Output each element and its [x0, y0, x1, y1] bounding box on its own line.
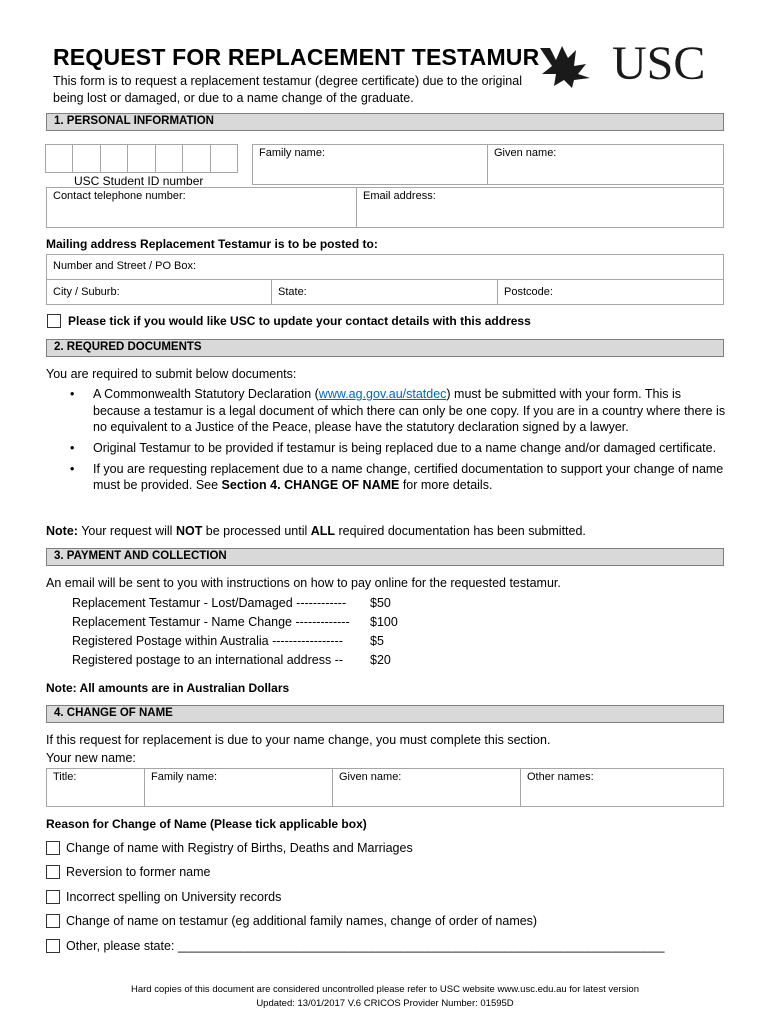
change-name-intro: If this request for replacement is due to your name change, you must complete this section. [46, 733, 551, 747]
section-2-heading: 2. REQURED DOCUMENTS [46, 339, 724, 357]
family-name-label: Family name: [259, 147, 326, 159]
update-details-row [47, 314, 531, 328]
city-label: City / Suburb: [53, 286, 120, 298]
title-label: Title: [53, 771, 77, 783]
given-name-field[interactable] [487, 144, 724, 185]
reason-option-registry[interactable]: Change of name with Registry of Births, Deaths and Marriages [46, 841, 413, 855]
new-family-name-label: Family name: [151, 771, 218, 783]
reason-checkbox[interactable] [46, 939, 60, 953]
student-id-label: USC Student ID number [74, 174, 204, 188]
documents-note: Note: Your request will NOT be processed until ALL required documentation has been submitted. [46, 524, 586, 538]
form-intro: This form is to request a replacement testamur (degree certificate) due to the original being lost or damaged, or due to a name change of the graduate. [53, 74, 522, 105]
id-digit-cell[interactable] [45, 144, 73, 173]
title-field[interactable] [46, 768, 145, 807]
footer-line-1: Hard copies of this document are considered uncontrolled please refer to USC website www.usc.edu.au for latest version [131, 984, 639, 995]
section-4-heading: 4. CHANGE OF NAME [46, 705, 724, 723]
id-digit-cell[interactable] [127, 144, 155, 173]
footer-line-2: Updated: 13/01/2017 V.6 CRICOS Provider Number: 01595D [256, 998, 514, 1009]
email-field[interactable] [356, 187, 724, 228]
list-item: • Original Testamur to be provided if testamur is being replaced due to a name change and/or damaged certificate. [70, 440, 717, 455]
new-family-name-field[interactable] [144, 768, 333, 807]
update-details-label: Please tick if you would like USC to update your contact details with this address [68, 314, 531, 328]
fee-row: Replacement Testamur - Lost/Damaged ------------ $50 [72, 596, 391, 610]
postcode-field[interactable] [497, 279, 724, 305]
reason-checkbox[interactable] [46, 914, 60, 928]
id-digit-cell[interactable] [100, 144, 128, 173]
city-field[interactable] [46, 279, 272, 305]
reason-option-spelling[interactable]: Incorrect spelling on University records [46, 890, 281, 904]
section-1-heading: 1. PERSONAL INFORMATION [46, 113, 724, 131]
fee-row: Replacement Testamur - Name Change ------------- $100 [72, 615, 398, 629]
fee-row: Registered postage to an international address -- $20 [72, 653, 391, 667]
reason-checkbox[interactable] [46, 865, 60, 879]
street-field[interactable] [46, 254, 724, 280]
statdec-link[interactable]: www.ag.gov.au/statdec [318, 387, 447, 401]
usc-leaf-icon [538, 44, 608, 88]
phone-label: Contact telephone number: [53, 190, 186, 202]
section-3-heading: 3. PAYMENT AND COLLECTION [46, 548, 724, 566]
reason-option-testamur[interactable]: Change of name on testamur (eg additional family names, change of order of names) [46, 914, 537, 928]
reason-checkbox[interactable] [46, 841, 60, 855]
update-details-checkbox[interactable] [47, 314, 61, 328]
new-given-name-label: Given name: [339, 771, 402, 783]
phone-field[interactable] [46, 187, 357, 228]
reason-heading: Reason for Change of Name (Please tick applicable box) [46, 817, 367, 831]
new-name-label: Your new name: [46, 751, 136, 765]
id-digit-cell[interactable] [210, 144, 238, 173]
list-item: • If you are requesting replacement due to a name change, certified documentation to support your change of name must be provided. See Section 4. CHANGE OF NAME for more details. [70, 461, 724, 492]
currency-note: Note: All amounts are in Australian Dollars [46, 681, 290, 695]
reason-option-reversion[interactable]: Reversion to former name [46, 865, 211, 879]
mailing-address-heading: Mailing address Replacement Testamur is to be posted to: [46, 237, 378, 251]
postcode-label: Postcode: [504, 286, 553, 298]
family-name-field[interactable] [252, 144, 488, 185]
state-label: State: [278, 286, 307, 298]
email-label: Email address: [363, 190, 436, 202]
fee-row: Registered Postage within Australia ----------------- $5 [72, 634, 384, 648]
id-digit-cell[interactable] [155, 144, 183, 173]
id-digit-cell[interactable] [72, 144, 100, 173]
fee-list [72, 594, 398, 670]
id-digit-cell[interactable] [182, 144, 210, 173]
other-names-label: Other names: [527, 771, 594, 783]
other-names-field[interactable] [520, 768, 724, 807]
list-item: • A Commonwealth Statutory Declaration (www.ag.gov.au/statdec) must be submitted with your form. This is because a testamur is a legal document of which there can only be one copy. If you are in a country where there is no equivalent to a Justice of the Peace, please have the statutory declaration signed by a lawyer. [70, 387, 726, 434]
student-id-input[interactable] [46, 144, 238, 173]
usc-logo [538, 37, 728, 90]
given-name-label: Given name: [494, 147, 557, 159]
payment-intro: An email will be sent to you with instructions on how to pay online for the requested testamur. [46, 576, 561, 590]
reason-option-other[interactable]: Other, please state: ______________________________________________________________________ [46, 939, 665, 953]
logo-text: USC [612, 37, 706, 90]
page-title: REQUEST FOR REPLACEMENT TESTAMUR [53, 44, 540, 70]
documents-intro: You are required to submit below documents: [46, 367, 297, 381]
state-field[interactable] [271, 279, 498, 305]
documents-list [70, 386, 726, 497]
new-given-name-field[interactable] [332, 768, 521, 807]
reason-checkbox[interactable] [46, 890, 60, 904]
street-label: Number and Street / PO Box: [53, 260, 197, 272]
